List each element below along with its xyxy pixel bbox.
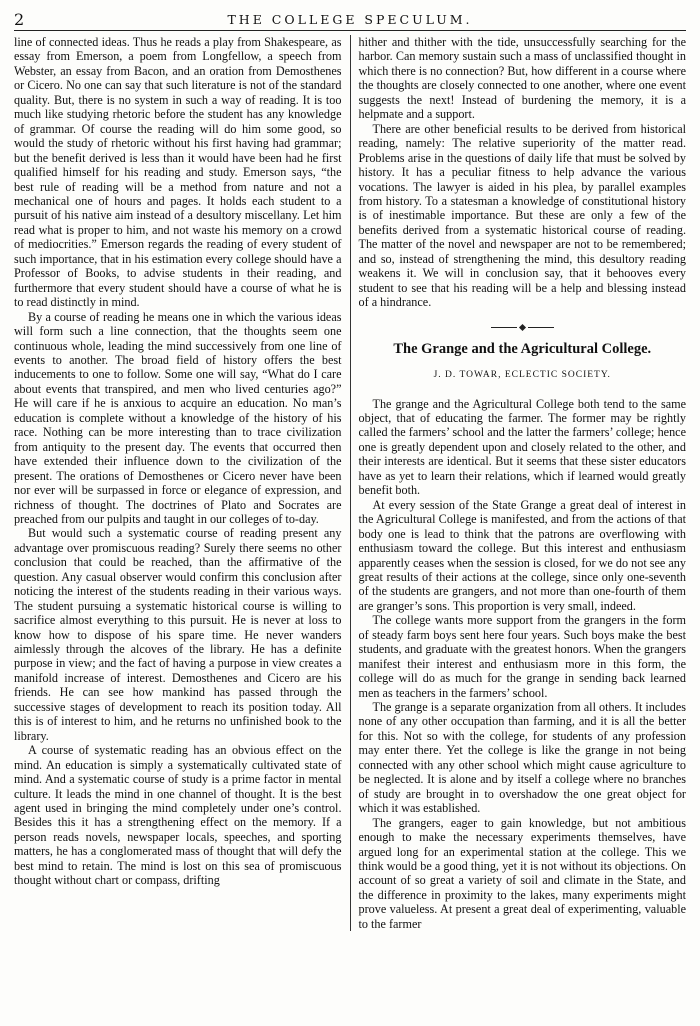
paragraph: A course of systematic reading has an obvious effect on the mind. An education is simply a systematically cultivated state of mind. And a systematic course of study is a prime factor in mental culture. It leads the mind in one channel of thought. It is the best agent used in bringing the mind completely under one’s control. Besides this it has a strengthening effect on the memory. If a person reads novels, newspaper locals, speeches, and sporting matters, he has a conglomerated mass of thought that will defy the best mind to retain. The mind is lost on this sea of promiscuous thought without chart or compass, drifting xyxy=(14,743,342,888)
paragraph: The college wants more support from the grangers in the form of steady farm boys sent here four years. Such boys make the best students, and graduate with the greatest honors. When the grangers manifest their interest and enthusiasm more in this form, the college will do as much for the grange in sending back learned men as teachers in the farmers’ school. xyxy=(358,613,686,700)
paragraph: The grange and the Agricultural College both tend to the same object, that of educating the farmer. The former may be rightly called the farmers’ school and the latter the farmers’ college; hence one is greatly dependent upon and closely related to the other, and their interests are identical. But it seems that these sister educators have as yet to learn their relations, which if learned would greatly benefit both. xyxy=(358,396,686,498)
article-title: The Grange and the Agricultural College. xyxy=(393,340,652,357)
paragraph: line of connected ideas. Thus he reads a play from Shakespeare, as essay from Emerson, a poem from Longfellow, a speech from Webster, an essay from Bacon, and an oration from Demosthenes or Cicero. No one can say that such literature is not of the standard quality. But, there is no system in such a way of reading. It is too much like studying rhetoric before the student has any knowledge of grammar. Of course the reading will do him some good, so would the study of rhetoric without his first having had grammar; but the benefit derived is less than it would have been had he first qualified himself for his reading and study. Emerson says, “the best rule of reading will be a method from nature and not a mechanical one of hours and pages. It holds each student to a pursuit of his native aim instead of a desultory miscellany. Let him read what is proper to him, and not waste his memory on a crowd of mediocrities.” Emerson regards the reading of every student of such importance, that in his estimation every college should have a Professor of Books, to advise students in their reading, and furthermore that every student should have a course of what he is to read distinctly in mind. xyxy=(14,35,342,310)
paragraph: The grange is a separate organization from all others. It includes none of any other occupation than farming, and it is all the better for this. Not so with the college, for students of any profession may enter there. Yet the college is like the grange in not being connected with any other school which might cause agriculture to be neglected. It is alone and by itself a college where no branches of study are brought in to overshadow the one great object for which it was established. xyxy=(358,700,686,816)
running-head: THE COLLEGE SPECULUM. xyxy=(227,12,473,27)
page-number: 2 xyxy=(14,10,25,29)
paragraph: The grangers, eager to gain knowledge, but not ambitious enough to make the necessary experiments themselves, have argued long for an experimental station at the college. This we think would be a good thing, yet it is not without its objections. On account of so great a variety of soil and climate in the State, and the difference in proximity to the lakes, many experiments might prove valueless. At present a great deal of experimenting, valuable to the farmer xyxy=(358,815,686,931)
page-header xyxy=(14,8,686,31)
section-divider-ornament xyxy=(359,324,687,332)
paragraph: By a course of reading he means one in which the various ideas will form such a line connection, that the thoughts seem one continuous whole, leading the mind successively from one line of events to another. The broad field of history offers the best inducements to one to follow. Some one will say, “What do I care about events that transpired, and men who lived centuries ago?” He will care if he is anxious to acquire an education. No man’s education is complete without a knowledge of the history of his race. Nothing can be more interesting than to trace civilization from antiquity to the present day. The events that occurred then have extended their influence down to the civilization of the present. The orations of Demosthenes or Cicero never have been nor ever will be surpassed in force or elegance of expression, and richness of thought. The doctrines of Plato and Socrates are preached from our pulpits and taught in our colleges of to-day. xyxy=(14,309,342,526)
two-column-body xyxy=(14,35,686,931)
left-column xyxy=(14,35,350,931)
right-column xyxy=(350,35,687,931)
paragraph: But would such a systematic course of reading present any advantage over promiscuous reading? Surely there seems no other conclusion that could be reached, than the affirmative of the question. Any casual observer would confirm this conclusion after noticing the interest of the students reading in their various ways. The student pursuing a systematic historical course is willing to sacrifice almost everything to this pursuit. He is never at loss to know how to dispose of his spare time. He never wanders aimlessly through the alcoves of the library. He has a definite purpose in view; and the fact of having a purpose in view creates a manifold increase of interest. Demosthenes and Cicero are his friends. He can see how mankind has passed through the successive stages of development to reach its position today. All this is of interest to him, and he returns no unfinished book to the library. xyxy=(14,526,342,743)
paragraph: There are other beneficial results to be derived from historical reading, namely: The relative superiority of the matter read. Problems arise in the questions of daily life that must be solved by history. It has a peculiar fitness to help advance the various vocations. The lawyer is aided in his plea, by parallel examples from history. To a statesman a knowledge of constitutional history is of inestimable importance. But these are only a few of the benefits derived from a systematic historical course of reading. The matter of the novel and newspaper are not to be remembered; and so, instead of strengthening the mind, this desultory reading weakens it. We will in conclusion say, that it behooves every student to see that his reading will be a help and blessing instead of a hindrance. xyxy=(358,121,686,310)
paragraph: hither and thither with the tide, unsuccessfully searching for the harbor. Can memory sustain such a mass of unclassified thought in which there is no connection? But, how different in a course where the thoughts are closely connected to one another, where one event suggests the next! Instead of burdening the memory, it is a helpmate and a support. xyxy=(358,35,686,122)
paragraph: At every session of the State Grange a great deal of interest in the Agricultural College is manifested, and from the actions of that body one is lead to think that the patrons are overflowing with enthusiasm toward the college. But this interest and enthusiasm apparently ceases when the session is closed, for we do not see any great results of their actions at the college, since only one-seventh of the students are grangers, and not more than one-fourth of them are granger’s sons. This proportion is very small, indeed. xyxy=(358,497,686,613)
article-byline: J. D. TOWAR, ECLECTIC SOCIETY. xyxy=(433,370,611,381)
